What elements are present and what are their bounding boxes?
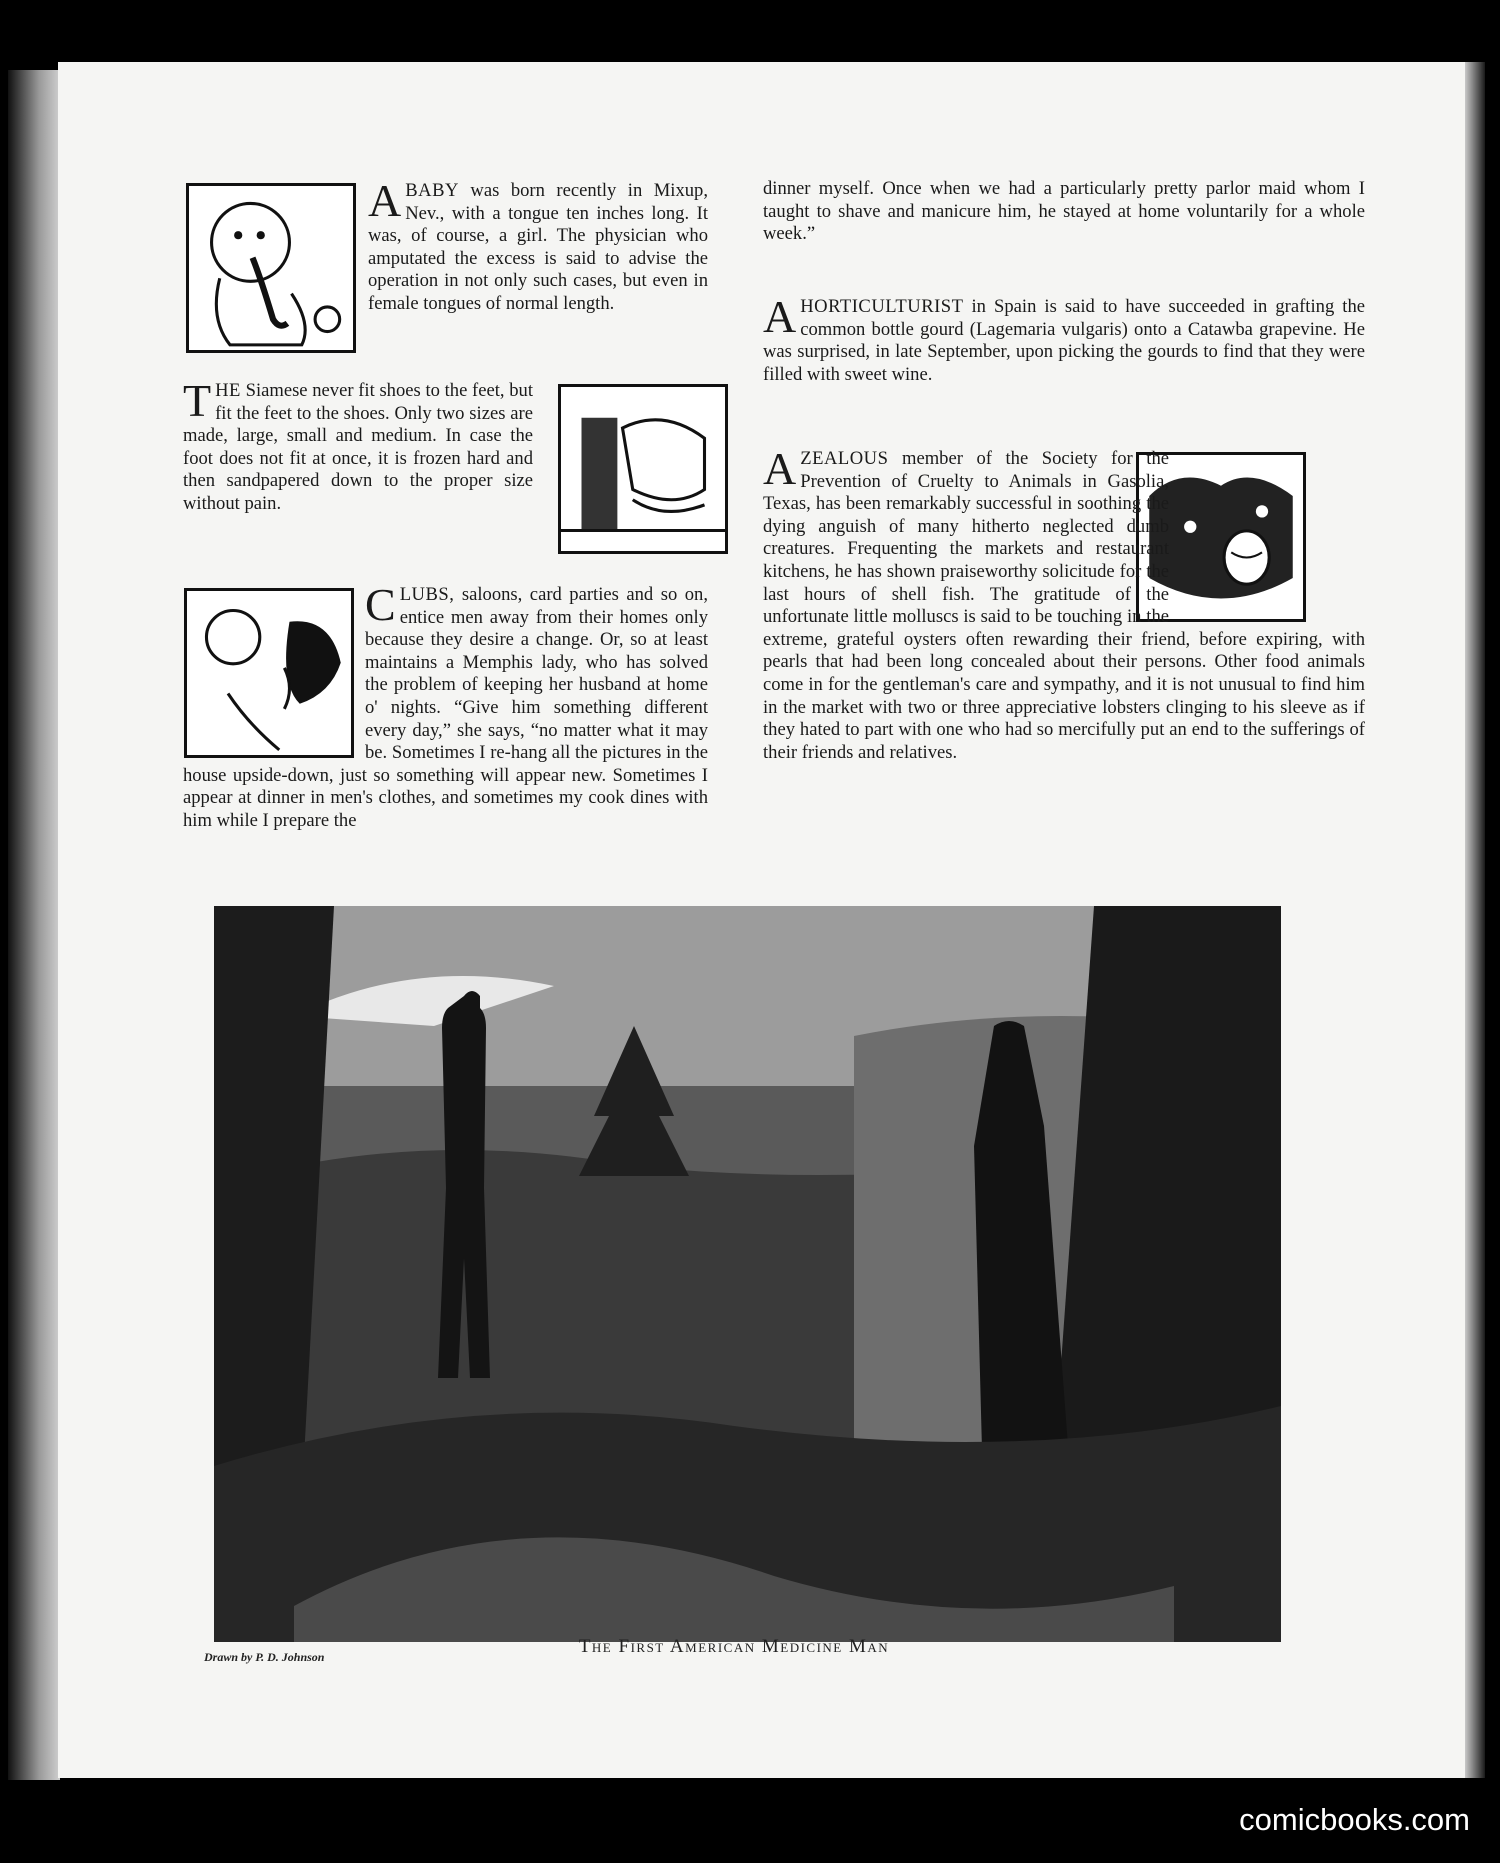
article-horticulturist: AHORTICULTURIST in Spain is said to have succeeded in grafting the common bottle gourd (Lagemaria vulgaris) onto a Catawba grapevine. He was surprised, in late September, upon picking the gourds to find that they were filled with sweet wine.: [763, 291, 1365, 385]
siamese-foot-illustration: [558, 384, 728, 554]
baby-illustration: [186, 183, 356, 353]
article-clubs: CLUBS, saloons, card parties and so on, entice men away from their homes only because they desire a change. Or, so at least maintains a Memphis lady, who has solved the problem of keeping her husband at home o' nights. “Give him something different every day,” she says, “no matter what it may be. Sometimes I re-hang all the pictures in the house upside-down, just so something will appear new. Sometimes I appear at dinner in men's clothes, and sometimes my cook dines with him while I prepare the: [183, 579, 708, 831]
article-siamese: THE Siamese never fit shoes to the feet, but fit the feet to the shoes. Only two sizes are made, large, small and medium. In case the foot does not fit at once, it is frozen hard and then sandpapered down to the proper size without pain.: [183, 375, 533, 514]
page-edge: [1465, 62, 1485, 1778]
article-zealous: AZEALOUS member of the Society for the Prevention of Cruelty to Animals in Gasolia, Texas, has been remarkably successful in soothing the dying anguish of many hitherto neglected dumb creatures. Frequenting the markets and restaurant kitchens, he has shown praiseworthy solicitude for the last hours of shell fish. The gratitude of the unfortunate little molluscs is said to be touching in the extreme, grateful oysters often rewarding their friend, before expiring, with pearls that had been long concealed about their persons. Other food animals come in for the gentleman's care and sympathy, and it is not unusual to find him in the market with two or three appreciative lobsters clinging to his sleeve as if they hated to part with one who had so mercifully put an end to the sufferings of their friends and relatives.: [763, 443, 1365, 763]
painting-caption: The First American Medicine Man: [578, 1636, 890, 1657]
article-clubs-continued: dinner myself. Once when we had a particularly pretty parlor maid whom I taught to shave and manicure him, he stayed at home voluntarily for a whole week.”: [763, 178, 1365, 245]
painting-medicine-man: [214, 906, 1281, 1642]
article-baby: ABABY was born recently in Mixup, Nev., with a tongue ten inches long. It was, of course, a girl. The physician who amputated the excess is said to advise the operation in not only such cases, but even in female tongues of normal length.: [368, 175, 708, 314]
watermark: comicbooks.com: [1239, 1802, 1470, 1837]
book-binding: [8, 70, 60, 1780]
artist-credit: Drawn by P. D. Johnson: [204, 1650, 325, 1664]
